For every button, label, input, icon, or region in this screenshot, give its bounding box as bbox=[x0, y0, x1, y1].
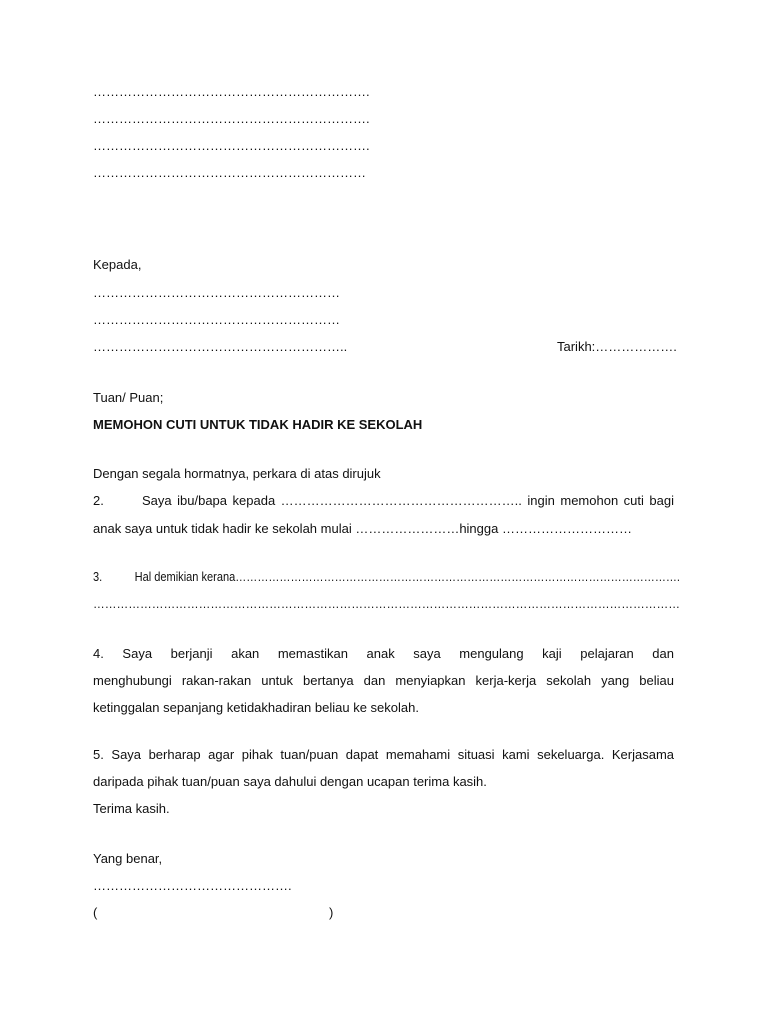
para5-line-1: 5. Saya berharap agar pihak tuan/puan dapat memahami situasi kami sekeluarga. Kerjasama bbox=[93, 747, 674, 762]
sender-line-4: ……………………………………………………… bbox=[93, 165, 366, 180]
date-field: Tarikh:………………. bbox=[557, 339, 677, 354]
recipient-label: Kepada, bbox=[93, 257, 142, 272]
para2-text-1: Saya ibu/bapa kepada ……………………………………………….. ingin memohon cuti bagi bbox=[142, 493, 674, 508]
name-bracket-close: ) bbox=[329, 905, 334, 920]
thanks-text: Terima kasih. bbox=[93, 801, 170, 816]
para5-line-2: daripada pihak tuan/puan saya dahului dengan ucapan terima kasih. bbox=[93, 774, 487, 789]
recipient-line-2: ………………………………………………… bbox=[93, 312, 340, 327]
sender-line-3: ………………………………………………………. bbox=[93, 138, 370, 153]
sender-line-1: ………………………………………………………. bbox=[93, 84, 370, 99]
intro-text: Dengan segala hormatnya, perkara di atas dirujuk bbox=[93, 466, 381, 481]
para2-number: 2. bbox=[93, 493, 104, 508]
para4-number: 4. bbox=[93, 646, 104, 661]
salutation: Tuan/ Puan; bbox=[93, 390, 164, 405]
para4-line-3: ketinggalan sepanjang ketidakhadiran beliau ke sekolah. bbox=[93, 700, 419, 715]
para4-line-2: menghubungi rakan-rakan untuk bertanya dan menyiapkan kerja-kerja sekolah yang beliau bbox=[93, 673, 674, 688]
recipient-line-1: ………………………………………………… bbox=[93, 285, 340, 300]
para4-text-1: Saya berjanji akan memastikan anak saya mengulang kaji pelajaran dan bbox=[122, 646, 674, 661]
recipient-line-3: ………………………………………………….. bbox=[93, 339, 348, 354]
para3-line-2: …………………………………………………………………………………………………………………………………… bbox=[93, 596, 680, 611]
signature-line: ………………………………………. bbox=[93, 878, 292, 893]
name-bracket-open: ( bbox=[93, 905, 98, 920]
para3-text-1: Hal demikian kerana…………………………………………………………………………………………………………. bbox=[134, 569, 680, 584]
closing-text: Yang benar, bbox=[93, 851, 163, 866]
para3-line-1 bbox=[93, 568, 680, 586]
subject-title: MEMOHON CUTI UNTUK TIDAK HADIR KE SEKOLAH bbox=[93, 417, 423, 432]
para2-line-1 bbox=[93, 492, 674, 510]
para2-line-2: anak saya untuk tidak hadir ke sekolah mulai ……………………hingga ………………………… bbox=[93, 521, 632, 536]
para4-line-1 bbox=[93, 645, 674, 663]
para3-number: 3. bbox=[93, 569, 103, 584]
sender-line-2: ………………………………………………………. bbox=[93, 111, 370, 126]
